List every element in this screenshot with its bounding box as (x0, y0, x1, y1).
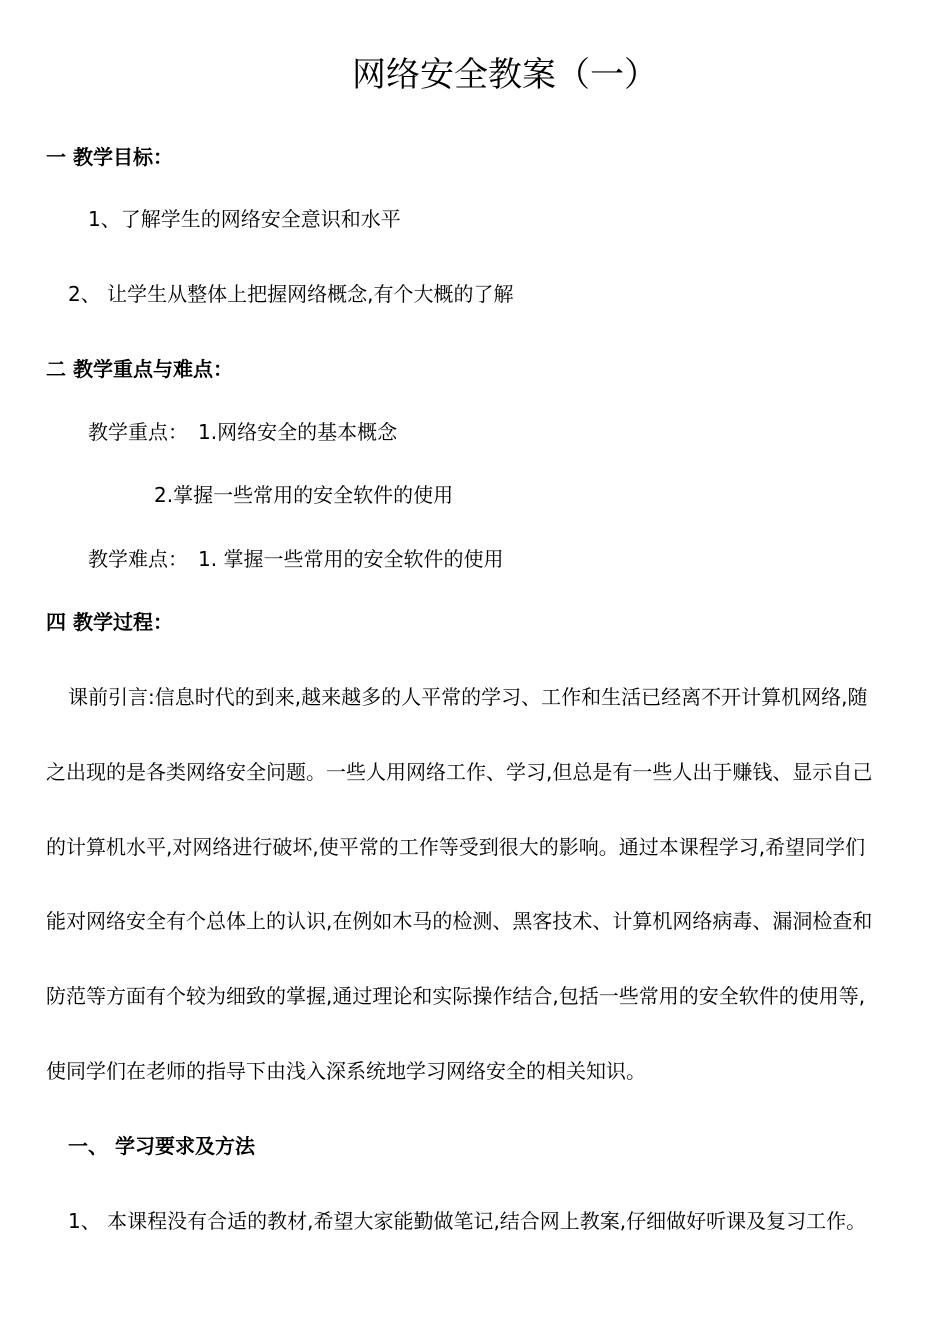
section-heading-requirements: 一、 学习要求及方法 (68, 1134, 255, 1158)
paragraph-line: 防范等方面有个较为细致的掌握,通过理论和实际操作结合,包括一些常用的安全软件的使用等, (46, 984, 866, 1008)
paragraph-line: 课前引言:信息时代的到来,越来越多的人平常的学习、工作和生活已经离不开计算机网络,随 (68, 685, 868, 709)
section-heading-goals: 一 教学目标： (46, 145, 173, 169)
document-title: 网络安全教案（一） (352, 55, 658, 95)
focus-item: 1.网络安全的基本概念 (198, 420, 398, 444)
paragraph-line: 能对网络安全有个总体上的认识,在例如木马的检测、黑客技术、计算机网络病毒、漏洞检查和 (46, 909, 873, 933)
paragraph-line: 使同学们在老师的指导下由浅入深系统地学习网络安全的相关知识。 (46, 1059, 646, 1083)
goal-item: 2、 让学生从整体上把握网络概念,有个大概的了解 (68, 282, 514, 306)
paragraph-line: 的计算机水平,对网络进行破坏,使平常的工作等受到很大的影响。通过本课程学习,希望同学们 (46, 835, 866, 859)
requirement-item: 1、 本课程没有合适的教材,希望大家能勤做笔记,结合网上教案,仔细做好听课及复习工作。 (68, 1209, 867, 1233)
difficulty-item: 1. 掌握一些常用的安全软件的使用 (198, 547, 504, 571)
paragraph-line: 之出现的是各类网络安全问题。一些人用网络工作、学习,但总是有一些人出于赚钱、显示自己 (46, 760, 873, 784)
section-heading-process: 四 教学过程： (46, 610, 173, 634)
difficulty-label: 教学难点： (88, 547, 188, 571)
focus-label: 教学重点： (88, 420, 188, 444)
goal-item: 1、了解学生的网络安全意识和水平 (88, 207, 401, 231)
focus-item: 2.掌握一些常用的安全软件的使用 (154, 483, 454, 507)
section-heading-key-points: 二 教学重点与难点： (46, 357, 233, 381)
